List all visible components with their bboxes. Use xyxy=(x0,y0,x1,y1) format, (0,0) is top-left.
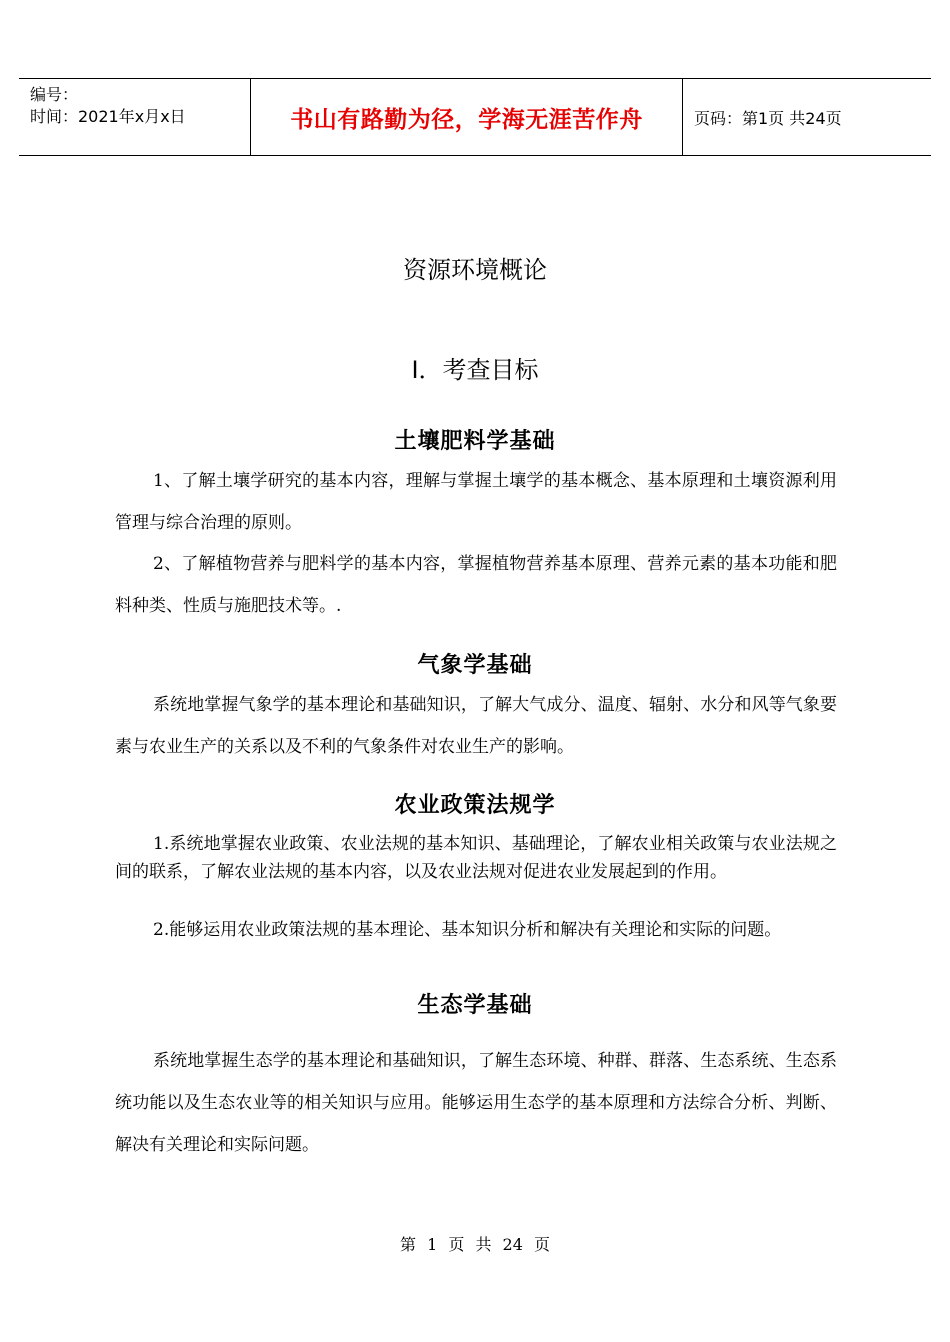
paragraph-soil-2: 2、了解植物营养与肥料学的基本内容，掌握植物营养基本原理、营养元素的基本功能和肥料种类、性质与施肥技术等。. xyxy=(115,554,837,616)
header-meta xyxy=(19,79,251,155)
section-title: Ⅰ．考查目标 xyxy=(411,356,539,384)
subsection-heading-policy: 农业政策法规学 xyxy=(394,792,556,818)
document-title: 资源环境概论 xyxy=(403,256,547,284)
date-label: 时间：2021年x月x日 xyxy=(30,107,186,126)
header-motto: 书山有路勤为径，学海无涯苦作舟 xyxy=(290,105,643,133)
document-header xyxy=(19,78,931,156)
subsection-heading-ecology: 生态学基础 xyxy=(417,992,533,1018)
header-motto-cell xyxy=(251,79,683,155)
paragraph-soil-1: 1、了解土壤学研究的基本内容，理解与掌握土壤学的基本概念、基本原理和土壤资源利用管理与综合治理的原则。 xyxy=(115,471,837,533)
paragraph-policy-1: 1.系统地掌握农业政策、农业法规的基本知识、基础理论，了解农业相关政策与农业法规之间的联系，了解农业法规的基本内容，以及农业法规对促进农业发展起到的作用。 xyxy=(115,834,837,882)
serial-number-label: 编号： xyxy=(30,85,79,104)
paragraph-ecology: 系统地掌握生态学的基本理论和基础知识，了解生态环境、种群、群落、生态系统、生态系统功能以及生态农业等的相关知识与应用。能够运用生态学的基本原理和方法综合分析、判断、解决有关理论和实际问题。 xyxy=(115,1051,837,1155)
subsection-heading-meteorology: 气象学基础 xyxy=(417,652,533,678)
paragraph-meteorology: 系统地掌握气象学的基本理论和基础知识，了解大气成分、温度、辐射、水分和风等气象要素与农业生产的关系以及不利的气象条件对农业生产的影响。 xyxy=(115,695,837,757)
subsection-heading-soil: 土壤肥料学基础 xyxy=(394,428,556,454)
paragraph-policy-2: 2.能够运用农业政策法规的基本理论、基本知识分析和解决有关理论和实际的问题。 xyxy=(153,920,782,940)
page-footer: 第 1 页 共 24 页 xyxy=(400,1235,550,1254)
header-page-info: 页码：第1页 共24页 xyxy=(694,108,842,128)
